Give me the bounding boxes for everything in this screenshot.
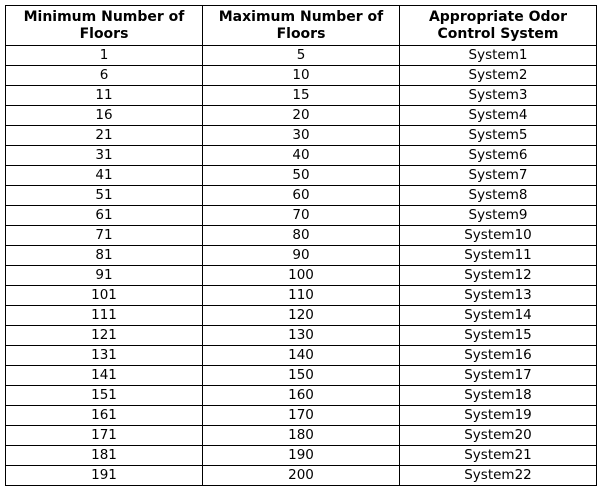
min-floors-cell: 131 [6, 346, 203, 366]
system-cell: System2 [400, 66, 597, 86]
table-row [6, 106, 597, 126]
min-floors-cell: 41 [6, 166, 203, 186]
system-cell: System10 [400, 226, 597, 246]
odor-control-table [5, 5, 597, 486]
table-row [6, 66, 597, 86]
min-floors-cell: 151 [6, 386, 203, 406]
table-row [6, 446, 597, 466]
min-floors-cell: 101 [6, 286, 203, 306]
max-floors-cell: 170 [203, 406, 400, 426]
table-row [6, 286, 597, 306]
max-floors-cell: 40 [203, 146, 400, 166]
system-cell: System20 [400, 426, 597, 446]
max-floors-cell: 150 [203, 366, 400, 386]
max-floors-cell: 120 [203, 306, 400, 326]
table-row [6, 346, 597, 366]
table-row [6, 166, 597, 186]
max-floors-cell: 200 [203, 466, 400, 486]
system-cell: System7 [400, 166, 597, 186]
max-floors-cell: 160 [203, 386, 400, 406]
max-floors-cell: 70 [203, 206, 400, 226]
header-row [6, 6, 597, 46]
system-cell: System6 [400, 146, 597, 166]
table-row [6, 226, 597, 246]
table-row [6, 386, 597, 406]
max-floors-cell: 110 [203, 286, 400, 306]
max-floors-cell: 130 [203, 326, 400, 346]
max-floors-cell: 100 [203, 266, 400, 286]
max-floors-cell: 190 [203, 446, 400, 466]
system-cell: System13 [400, 286, 597, 306]
table-row [6, 266, 597, 286]
system-cell: System3 [400, 86, 597, 106]
min-floors-cell: 11 [6, 86, 203, 106]
system-cell: System18 [400, 386, 597, 406]
max-floors-cell: 60 [203, 186, 400, 206]
system-cell: System17 [400, 366, 597, 386]
system-cell: System9 [400, 206, 597, 226]
max-floors-cell: 140 [203, 346, 400, 366]
system-cell: System4 [400, 106, 597, 126]
table-header [6, 6, 597, 46]
table-row [6, 86, 597, 106]
table-row [6, 126, 597, 146]
min-floors-cell: 51 [6, 186, 203, 206]
table-row [6, 406, 597, 426]
min-floors-cell: 61 [6, 206, 203, 226]
table-row [6, 306, 597, 326]
system-cell: System8 [400, 186, 597, 206]
max-floors-cell: 180 [203, 426, 400, 446]
min-floors-cell: 161 [6, 406, 203, 426]
header-max-floors: Maximum Number of Floors [203, 6, 400, 46]
min-floors-cell: 91 [6, 266, 203, 286]
header-odor-system: Appropriate Odor Control System [400, 6, 597, 46]
table-row [6, 426, 597, 446]
min-floors-cell: 121 [6, 326, 203, 346]
min-floors-cell: 71 [6, 226, 203, 246]
system-cell: System21 [400, 446, 597, 466]
min-floors-cell: 111 [6, 306, 203, 326]
max-floors-cell: 5 [203, 46, 400, 66]
system-cell: System1 [400, 46, 597, 66]
table-row [6, 146, 597, 166]
min-floors-cell: 16 [6, 106, 203, 126]
system-cell: System11 [400, 246, 597, 266]
table-row [6, 466, 597, 486]
max-floors-cell: 90 [203, 246, 400, 266]
min-floors-cell: 171 [6, 426, 203, 446]
max-floors-cell: 20 [203, 106, 400, 126]
table-row [6, 46, 597, 66]
max-floors-cell: 15 [203, 86, 400, 106]
min-floors-cell: 141 [6, 366, 203, 386]
min-floors-cell: 81 [6, 246, 203, 266]
system-cell: System19 [400, 406, 597, 426]
max-floors-cell: 30 [203, 126, 400, 146]
min-floors-cell: 6 [6, 66, 203, 86]
system-cell: System16 [400, 346, 597, 366]
min-floors-cell: 21 [6, 126, 203, 146]
max-floors-cell: 80 [203, 226, 400, 246]
min-floors-cell: 1 [6, 46, 203, 66]
system-cell: System12 [400, 266, 597, 286]
system-cell: System22 [400, 466, 597, 486]
table-row [6, 366, 597, 386]
min-floors-cell: 31 [6, 146, 203, 166]
system-cell: System5 [400, 126, 597, 146]
table-body [6, 46, 597, 486]
min-floors-cell: 191 [6, 466, 203, 486]
system-cell: System15 [400, 326, 597, 346]
table-row [6, 246, 597, 266]
min-floors-cell: 181 [6, 446, 203, 466]
max-floors-cell: 50 [203, 166, 400, 186]
system-cell: System14 [400, 306, 597, 326]
header-min-floors: Minimum Number of Floors [6, 6, 203, 46]
table-row [6, 326, 597, 346]
table-row [6, 186, 597, 206]
max-floors-cell: 10 [203, 66, 400, 86]
table-row [6, 206, 597, 226]
